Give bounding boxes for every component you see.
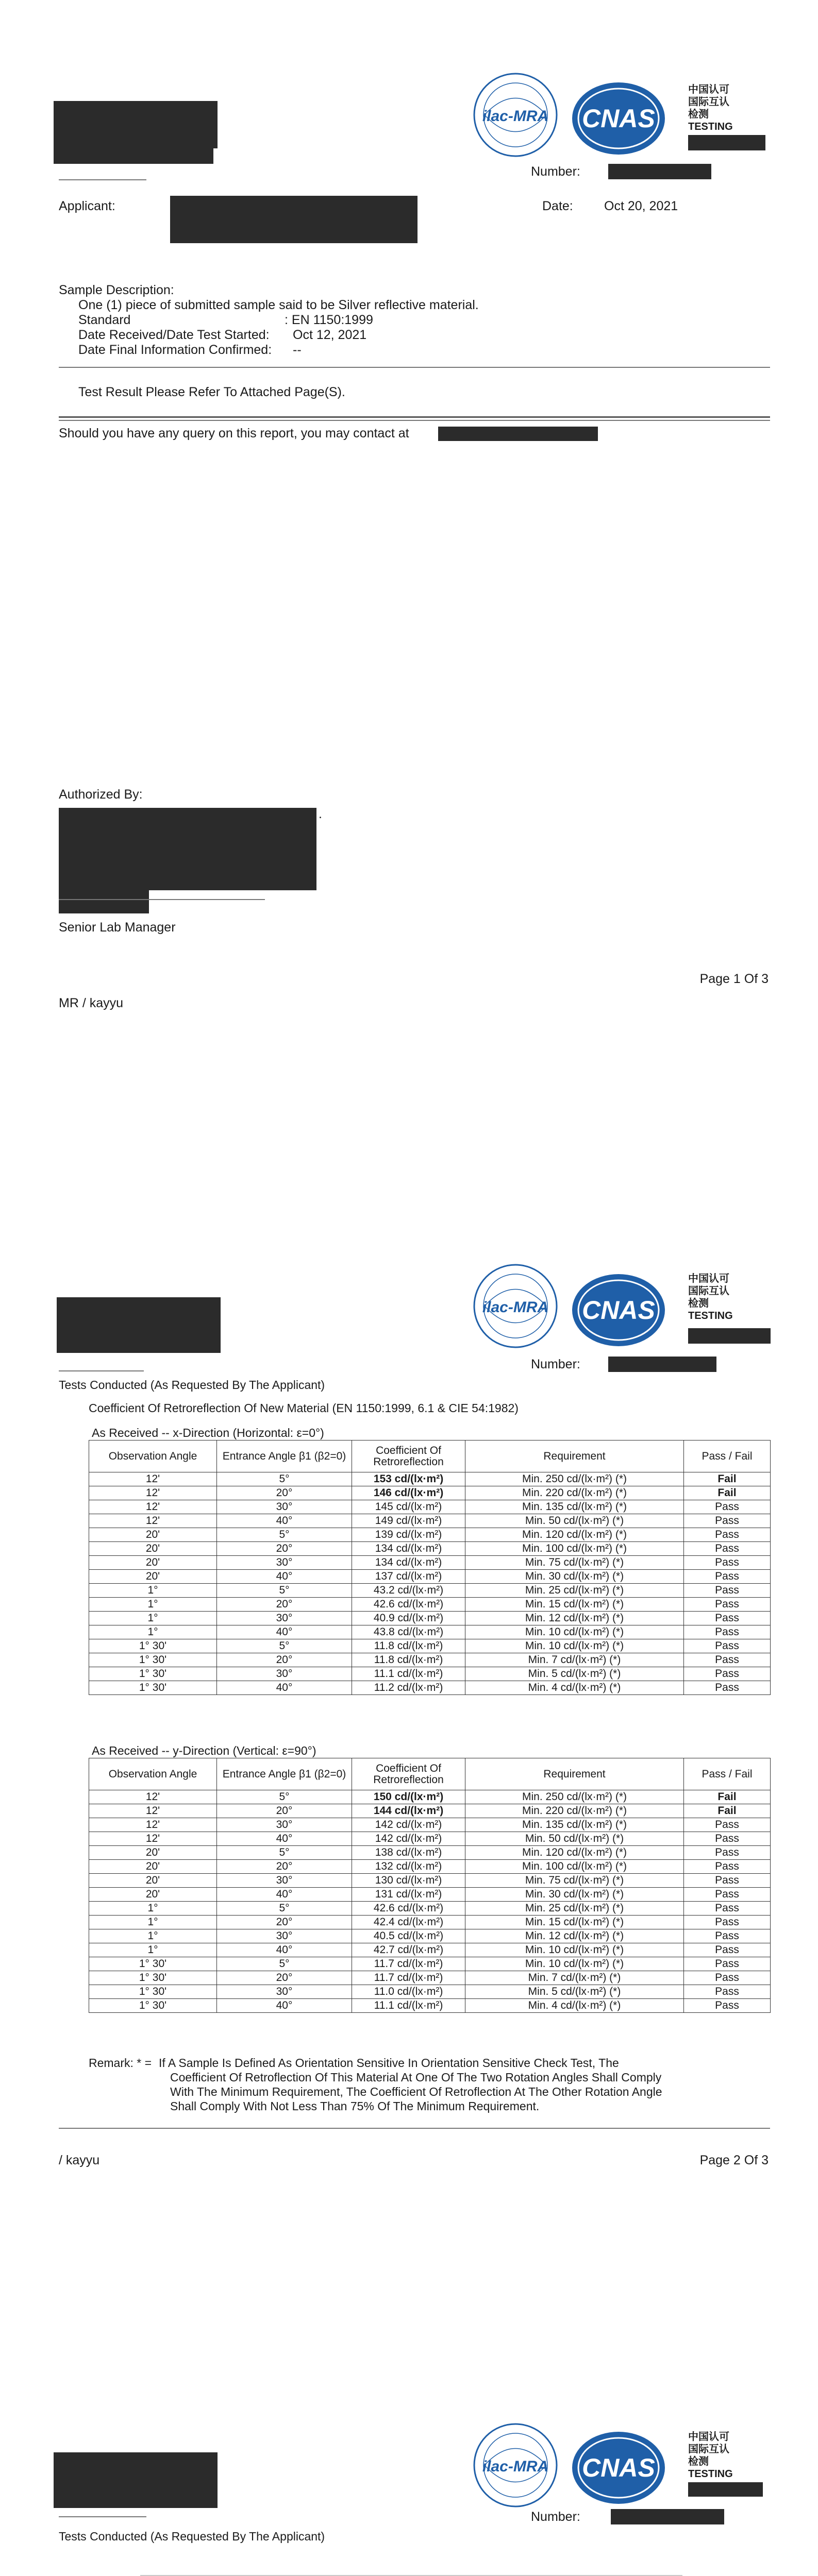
table-row	[89, 1874, 771, 1888]
logo-underline	[59, 179, 146, 180]
cnas-cn-line-3: 检测	[688, 109, 709, 120]
header-pass-fail: Pass / Fail	[684, 1440, 771, 1472]
pass-fail-cell: Pass	[684, 1971, 771, 1985]
pass-fail-cell: Pass	[684, 1818, 771, 1832]
requirement-cell: Min. 120 cd/(lx·m²) (*)	[465, 1528, 684, 1542]
entrance-angle-cell: 5°	[217, 1639, 352, 1653]
coefficient-cell: 144 cd/(lx·m²)	[352, 1804, 465, 1818]
pass-fail-cell: Pass	[684, 1639, 771, 1653]
table-row	[89, 1486, 771, 1500]
pass-fail-cell: Pass	[684, 1653, 771, 1667]
coefficient-title: Coefficient Of Retroreflection Of New Material (EN 1150:1999, 6.1 & CIE 54:1982)	[89, 1401, 519, 1415]
table-row	[89, 1570, 771, 1584]
pass-fail-cell: Pass	[684, 1999, 771, 2013]
pass-fail-cell: Pass	[684, 1957, 771, 1971]
table-row	[89, 1667, 771, 1681]
requirement-cell: Min. 12 cd/(lx·m²) (*)	[465, 1929, 684, 1943]
coefficient-cell: 142 cd/(lx·m²)	[352, 1832, 465, 1846]
pass-fail-cell: Pass	[684, 1902, 771, 1916]
cnas-text-2: CNAS	[582, 1296, 655, 1325]
coefficient-cell: 138 cd/(lx·m²)	[352, 1846, 465, 1860]
coefficient-cell: 134 cd/(lx·m²)	[352, 1556, 465, 1570]
cnas-cn-line-2-p3: 国际互认	[688, 2444, 729, 2455]
x-direction-title: As Received -- x-Direction (Horizontal: ε=0°)	[92, 1426, 324, 1439]
pass-fail-cell: Fail	[684, 1790, 771, 1804]
observation-angle-cell: 12'	[89, 1804, 217, 1818]
table-row	[89, 1598, 771, 1612]
observation-angle-cell: 20'	[89, 1570, 217, 1584]
pass-fail-cell: Pass	[684, 1598, 771, 1612]
requirement-cell: Min. 25 cd/(lx·m²) (*)	[465, 1902, 684, 1916]
observation-angle-cell: 12'	[89, 1500, 217, 1514]
entrance-angle-cell: 20°	[217, 1916, 352, 1929]
table-row	[89, 1943, 771, 1957]
observation-angle-cell: 1°	[89, 1625, 217, 1639]
coefficient-cell: 11.2 cd/(lx·m²)	[352, 1681, 465, 1695]
coefficient-cell: 40.5 cd/(lx·m²)	[352, 1929, 465, 1943]
signature-redacted	[59, 808, 316, 890]
y-direction-title: As Received -- y-Direction (Vertical: ε=90°)	[92, 1744, 316, 1757]
requirement-cell: Min. 5 cd/(lx·m²) (*)	[465, 1667, 684, 1681]
initials-2: / kayyu	[59, 2153, 100, 2167]
tests-conducted-title-2: Tests Conducted (As Requested By The Applicant)	[59, 1378, 325, 1392]
table-row	[89, 1681, 771, 1695]
coefficient-cell: 145 cd/(lx·m²)	[352, 1500, 465, 1514]
entrance-angle-cell: 30°	[217, 1985, 352, 1999]
entrance-angle-cell: 20°	[217, 1860, 352, 1874]
coefficient-cell: 137 cd/(lx·m²)	[352, 1570, 465, 1584]
pass-fail-cell: Pass	[684, 1584, 771, 1598]
pass-fail-cell: Pass	[684, 1943, 771, 1957]
number-label-3: Number:	[531, 2510, 580, 2524]
cnas-logo	[570, 75, 667, 162]
coefficient-cell: 42.4 cd/(lx·m²)	[352, 1916, 465, 1929]
pass-fail-cell: Pass	[684, 1556, 771, 1570]
observation-angle-cell: 1° 30'	[89, 1971, 217, 1985]
observation-angle-cell: 12'	[89, 1832, 217, 1846]
cnas-text-3: CNAS	[582, 2453, 655, 2482]
requirement-cell: Min. 135 cd/(lx·m²) (*)	[465, 1818, 684, 1832]
requirement-cell: Min. 100 cd/(lx·m²) (*)	[465, 1542, 684, 1556]
entrance-angle-cell: 5°	[217, 1584, 352, 1598]
entrance-angle-cell: 20°	[217, 1971, 352, 1985]
entrance-angle-cell: 40°	[217, 1570, 352, 1584]
observation-angle-cell: 12'	[89, 1790, 217, 1804]
tests-conducted-title-3: Tests Conducted (As Requested By The Applicant)	[59, 2530, 325, 2543]
entrance-angle-cell: 20°	[217, 1804, 352, 1818]
remark-line-1: If A Sample Is Defined As Orientation Sensitive In Orientation Sensitive Check Test, The	[159, 2056, 619, 2070]
name-redacted	[59, 890, 149, 913]
requirement-cell: Min. 220 cd/(lx·m²) (*)	[465, 1486, 684, 1500]
observation-angle-cell: 1°	[89, 1916, 217, 1929]
entrance-angle-cell: 40°	[217, 1943, 352, 1957]
header-coefficient: Coefficient Of Retroreflection	[352, 1440, 465, 1472]
coefficient-cell: 153 cd/(lx·m²)	[352, 1472, 465, 1486]
ilac-text: ilac-MRA	[482, 108, 549, 125]
report-number-redacted-2	[608, 1357, 716, 1372]
signatory-title: Senior Lab Manager	[59, 920, 176, 935]
requirement-cell: Min. 7 cd/(lx·m²) (*)	[465, 1971, 684, 1985]
standard-value: : EN 1150:1999	[285, 313, 373, 327]
company-logo-redacted-2	[57, 1297, 221, 1353]
table-row	[89, 1556, 771, 1570]
pass-fail-cell: Pass	[684, 1500, 771, 1514]
pass-fail-cell: Pass	[684, 1514, 771, 1528]
cnas-cn-line-1-p2: 中国认可	[688, 1273, 729, 1284]
observation-angle-cell: 1°	[89, 1902, 217, 1916]
cnas-cn-line-3-p3: 检测	[688, 2456, 709, 2467]
entrance-angle-cell: 20°	[217, 1542, 352, 1556]
entrance-angle-cell: 5°	[217, 1528, 352, 1542]
header-coefficient-y: Coefficient Of Retroreflection	[352, 1758, 465, 1790]
observation-angle-cell: 12'	[89, 1486, 217, 1500]
table-row	[89, 1639, 771, 1653]
observation-angle-cell: 1° 30'	[89, 1653, 217, 1667]
observation-angle-cell: 20'	[89, 1888, 217, 1902]
cnas-testing-p2: TESTING	[688, 1310, 733, 1321]
requirement-cell: Min. 4 cd/(lx·m²) (*)	[465, 1681, 684, 1695]
table-row	[89, 1790, 771, 1804]
requirement-cell: Min. 100 cd/(lx·m²) (*)	[465, 1860, 684, 1874]
observation-angle-cell: 12'	[89, 1514, 217, 1528]
coefficient-cell: 139 cd/(lx·m²)	[352, 1528, 465, 1542]
cnas-number-redacted-3	[688, 2482, 763, 2497]
cnas-cn-line-1: 中国认可	[688, 84, 729, 95]
requirement-cell: Min. 10 cd/(lx·m²) (*)	[465, 1943, 684, 1957]
date-final-label: Date Final Information Confirmed:	[78, 343, 272, 357]
pass-fail-cell: Pass	[684, 1612, 771, 1625]
pass-fail-cell: Pass	[684, 1667, 771, 1681]
coefficient-cell: 131 cd/(lx·m²)	[352, 1888, 465, 1902]
contact-redacted	[438, 427, 598, 441]
number-label: Number:	[531, 164, 580, 179]
coefficient-cell: 11.0 cd/(lx·m²)	[352, 1985, 465, 1999]
pass-fail-cell: Pass	[684, 1860, 771, 1874]
x-direction-table	[89, 1440, 771, 1695]
observation-angle-cell: 20'	[89, 1860, 217, 1874]
pass-fail-cell: Fail	[684, 1804, 771, 1818]
table-row	[89, 1902, 771, 1916]
table-row	[89, 1500, 771, 1514]
company-logo-redacted	[54, 101, 218, 148]
requirement-cell: Min. 7 cd/(lx·m²) (*)	[465, 1653, 684, 1667]
requirement-cell: Min. 15 cd/(lx·m²) (*)	[465, 1916, 684, 1929]
observation-angle-cell: 12'	[89, 1472, 217, 1486]
pass-fail-cell: Pass	[684, 1929, 771, 1943]
table-row	[89, 1832, 771, 1846]
pass-fail-cell: Pass	[684, 1528, 771, 1542]
remark-line-4: Shall Comply With Not Less Than 75% Of The Minimum Requirement.	[170, 2099, 540, 2113]
logo-underline-2	[59, 1370, 144, 1371]
requirement-cell: Min. 25 cd/(lx·m²) (*)	[465, 1584, 684, 1598]
requirement-cell: Min. 135 cd/(lx·m²) (*)	[465, 1500, 684, 1514]
divider-1	[59, 367, 770, 368]
coefficient-cell: 146 cd/(lx·m²)	[352, 1486, 465, 1500]
entrance-angle-cell: 5°	[217, 1846, 352, 1860]
coefficient-cell: 42.7 cd/(lx·m²)	[352, 1943, 465, 1957]
entrance-angle-cell: 30°	[217, 1612, 352, 1625]
requirement-cell: Min. 250 cd/(lx·m²) (*)	[465, 1790, 684, 1804]
divider-3	[59, 420, 770, 421]
observation-angle-cell: 1° 30'	[89, 1681, 217, 1695]
pass-fail-cell: Pass	[684, 1888, 771, 1902]
coefficient-cell: 130 cd/(lx·m²)	[352, 1874, 465, 1888]
entrance-angle-cell: 20°	[217, 1486, 352, 1500]
requirement-cell: Min. 4 cd/(lx·m²) (*)	[465, 1999, 684, 2013]
header-entrance-angle-y: Entrance Angle β1 (β2=0)	[217, 1758, 352, 1790]
observation-angle-cell: 1°	[89, 1598, 217, 1612]
table-row	[89, 1818, 771, 1832]
ilac-mra-logo-3	[472, 2421, 559, 2509]
report-number-redacted-3	[611, 2509, 724, 2524]
signature-line	[59, 899, 265, 900]
coefficient-cell: 149 cd/(lx·m²)	[352, 1514, 465, 1528]
header-observation-angle: Observation Angle	[89, 1440, 217, 1472]
table-row	[89, 1542, 771, 1556]
company-logo-redacted-bar	[54, 148, 213, 164]
cnas-number-redacted	[688, 135, 765, 150]
entrance-angle-cell: 40°	[217, 1832, 352, 1846]
observation-angle-cell: 1°	[89, 1943, 217, 1957]
date-received-value: Oct 12, 2021	[293, 328, 367, 342]
entrance-angle-cell: 30°	[217, 1500, 352, 1514]
requirement-cell: Min. 5 cd/(lx·m²) (*)	[465, 1985, 684, 1999]
date-final-value: --	[293, 343, 302, 357]
observation-angle-cell: 1° 30'	[89, 1999, 217, 2013]
table-row	[89, 1888, 771, 1902]
entrance-angle-cell: 40°	[217, 1999, 352, 2013]
table-row	[89, 1929, 771, 1943]
table-row	[89, 1625, 771, 1639]
entrance-angle-cell: 5°	[217, 1957, 352, 1971]
requirement-cell: Min. 75 cd/(lx·m²) (*)	[465, 1874, 684, 1888]
table-row	[89, 1846, 771, 1860]
entrance-angle-cell: 40°	[217, 1888, 352, 1902]
number-label-2: Number:	[531, 1357, 580, 1371]
entrance-angle-cell: 30°	[217, 1556, 352, 1570]
divider-p2	[59, 2128, 770, 2129]
cnas-text: CNAS	[582, 104, 655, 133]
requirement-cell: Min. 10 cd/(lx·m²) (*)	[465, 1625, 684, 1639]
entrance-angle-cell: 30°	[217, 1818, 352, 1832]
coefficient-cell: 11.8 cd/(lx·m²)	[352, 1639, 465, 1653]
observation-angle-cell: 20'	[89, 1528, 217, 1542]
coefficient-cell: 134 cd/(lx·m²)	[352, 1542, 465, 1556]
cnas-cn-line-3-p2: 检测	[688, 1298, 709, 1309]
coefficient-cell: 11.7 cd/(lx·m²)	[352, 1957, 465, 1971]
requirement-cell: Min. 75 cd/(lx·m²) (*)	[465, 1556, 684, 1570]
initials-1: MR / kayyu	[59, 996, 124, 1010]
observation-angle-cell: 1° 30'	[89, 1667, 217, 1681]
coefficient-cell: 40.9 cd/(lx·m²)	[352, 1612, 465, 1625]
table-row	[89, 1653, 771, 1667]
coefficient-cell: 142 cd/(lx·m²)	[352, 1818, 465, 1832]
date-received-label: Date Received/Date Test Started:	[78, 328, 270, 342]
cnas-cn-line-1-p3: 中国认可	[688, 2431, 729, 2443]
coefficient-cell: 11.1 cd/(lx·m²)	[352, 1667, 465, 1681]
entrance-angle-cell: 40°	[217, 1681, 352, 1695]
remark-line-2: Coefficient Of Retroflection Of This Material At One Of The Two Rotation Angles Shall Comply	[170, 2071, 662, 2084]
coefficient-cell: 11.8 cd/(lx·m²)	[352, 1653, 465, 1667]
pass-fail-cell: Pass	[684, 1832, 771, 1846]
applicant-label: Applicant:	[59, 199, 115, 213]
table-row	[89, 1971, 771, 1985]
signature-dot: .	[319, 807, 322, 821]
pass-fail-cell: Pass	[684, 1542, 771, 1556]
pass-fail-cell: Pass	[684, 1570, 771, 1584]
table-row	[89, 1528, 771, 1542]
observation-angle-cell: 1° 30'	[89, 1985, 217, 1999]
requirement-cell: Min. 10 cd/(lx·m²) (*)	[465, 1957, 684, 1971]
observation-angle-cell: 1° 30'	[89, 1639, 217, 1653]
query-text: Should you have any query on this report, you may contact at	[59, 426, 409, 440]
header-requirement-y: Requirement	[465, 1758, 684, 1790]
table-row	[89, 1514, 771, 1528]
observation-angle-cell: 20'	[89, 1874, 217, 1888]
divider-2	[59, 416, 770, 418]
page-number-2: Page 2 Of 3	[699, 2153, 769, 2167]
sample-description-text: One (1) piece of submitted sample said to be Silver reflective material.	[78, 298, 479, 312]
company-logo-redacted-3	[54, 2452, 218, 2508]
sample-description-label: Sample Description:	[59, 283, 174, 297]
observation-angle-cell: 20'	[89, 1846, 217, 1860]
requirement-cell: Min. 50 cd/(lx·m²) (*)	[465, 1514, 684, 1528]
table-row	[89, 1612, 771, 1625]
requirement-cell: Min. 12 cd/(lx·m²) (*)	[465, 1612, 684, 1625]
cnas-cn-line-2-p2: 国际互认	[688, 1285, 729, 1297]
ilac-text-3: ilac-MRA	[482, 2458, 549, 2475]
table-row	[89, 1584, 771, 1598]
requirement-cell: Min. 15 cd/(lx·m²) (*)	[465, 1598, 684, 1612]
cnas-cn-line-2: 国际互认	[688, 96, 729, 108]
requirement-cell: Min. 50 cd/(lx·m²) (*)	[465, 1832, 684, 1846]
y-direction-table	[89, 1758, 771, 2013]
cnas-number-redacted-2	[688, 1328, 771, 1344]
pass-fail-cell: Fail	[684, 1486, 771, 1500]
pass-fail-cell: Fail	[684, 1472, 771, 1486]
requirement-cell: Min. 120 cd/(lx·m²) (*)	[465, 1846, 684, 1860]
report-number-redacted	[608, 164, 711, 179]
header-requirement: Requirement	[465, 1440, 684, 1472]
ilac-text-2: ilac-MRA	[482, 1299, 549, 1316]
header-observation-angle-y: Observation Angle	[89, 1758, 217, 1790]
cnas-testing: TESTING	[688, 121, 733, 132]
authorized-by-label: Authorized By:	[59, 787, 143, 802]
logo-underline-3	[59, 2516, 146, 2517]
ilac-mra-logo	[472, 71, 559, 159]
requirement-cell: Min. 10 cd/(lx·m²) (*)	[465, 1639, 684, 1653]
remark-label: Remark: * =	[89, 2056, 152, 2070]
table-row	[89, 1804, 771, 1818]
entrance-angle-cell: 30°	[217, 1929, 352, 1943]
requirement-cell: Min. 250 cd/(lx·m²) (*)	[465, 1472, 684, 1486]
requirement-cell: Min. 30 cd/(lx·m²) (*)	[465, 1888, 684, 1902]
observation-angle-cell: 20'	[89, 1542, 217, 1556]
pass-fail-cell: Pass	[684, 1625, 771, 1639]
entrance-angle-cell: 40°	[217, 1625, 352, 1639]
pass-fail-cell: Pass	[684, 1681, 771, 1695]
entrance-angle-cell: 5°	[217, 1790, 352, 1804]
coefficient-cell: 42.6 cd/(lx·m²)	[352, 1598, 465, 1612]
observation-angle-cell: 1° 30'	[89, 1957, 217, 1971]
pass-fail-cell: Pass	[684, 1916, 771, 1929]
page-number-1: Page 1 Of 3	[699, 972, 769, 986]
coefficient-cell: 11.1 cd/(lx·m²)	[352, 1999, 465, 2013]
table-row	[89, 1472, 771, 1486]
observation-angle-cell: 1°	[89, 1929, 217, 1943]
requirement-cell: Min. 30 cd/(lx·m²) (*)	[465, 1570, 684, 1584]
remark-line-3: With The Minimum Requirement, The Coefficient Of Retroflection At The Other Rotation Angle	[170, 2085, 662, 2098]
entrance-angle-cell: 5°	[217, 1902, 352, 1916]
table-row	[89, 1957, 771, 1971]
coefficient-cell: 132 cd/(lx·m²)	[352, 1860, 465, 1874]
observation-angle-cell: 20'	[89, 1556, 217, 1570]
observation-angle-cell: 1°	[89, 1612, 217, 1625]
applicant-redacted	[170, 196, 418, 243]
date-value: Oct 20, 2021	[604, 199, 678, 213]
entrance-angle-cell: 5°	[217, 1472, 352, 1486]
header-entrance-angle: Entrance Angle β1 (β2=0)	[217, 1440, 352, 1472]
cnas-logo-2	[570, 1266, 667, 1354]
pass-fail-cell: Pass	[684, 1846, 771, 1860]
coefficient-cell: 150 cd/(lx·m²)	[352, 1790, 465, 1804]
cnas-logo-3	[570, 2424, 667, 2512]
coefficient-cell: 11.7 cd/(lx·m²)	[352, 1971, 465, 1985]
table-row	[89, 1916, 771, 1929]
pass-fail-cell: Pass	[684, 1874, 771, 1888]
coefficient-cell: 43.8 cd/(lx·m²)	[352, 1625, 465, 1639]
observation-angle-cell: 12'	[89, 1818, 217, 1832]
coefficient-cell: 42.6 cd/(lx·m²)	[352, 1902, 465, 1916]
standard-label: Standard	[78, 313, 131, 327]
requirement-cell: Min. 220 cd/(lx·m²) (*)	[465, 1804, 684, 1818]
entrance-angle-cell: 30°	[217, 1874, 352, 1888]
table-row	[89, 1999, 771, 2013]
entrance-angle-cell: 40°	[217, 1514, 352, 1528]
test-result-text: Test Result Please Refer To Attached Page(S).	[78, 385, 345, 399]
ilac-mra-logo-2	[472, 1262, 559, 1350]
pass-fail-cell: Pass	[684, 1985, 771, 1999]
entrance-angle-cell: 20°	[217, 1653, 352, 1667]
cnas-testing-p3: TESTING	[688, 2468, 733, 2480]
header-pass-fail-y: Pass / Fail	[684, 1758, 771, 1790]
table-row	[89, 1985, 771, 1999]
table-row	[89, 1860, 771, 1874]
coefficient-cell: 43.2 cd/(lx·m²)	[352, 1584, 465, 1598]
entrance-angle-cell: 20°	[217, 1598, 352, 1612]
entrance-angle-cell: 30°	[217, 1667, 352, 1681]
date-label: Date:	[542, 199, 573, 213]
observation-angle-cell: 1°	[89, 1584, 217, 1598]
